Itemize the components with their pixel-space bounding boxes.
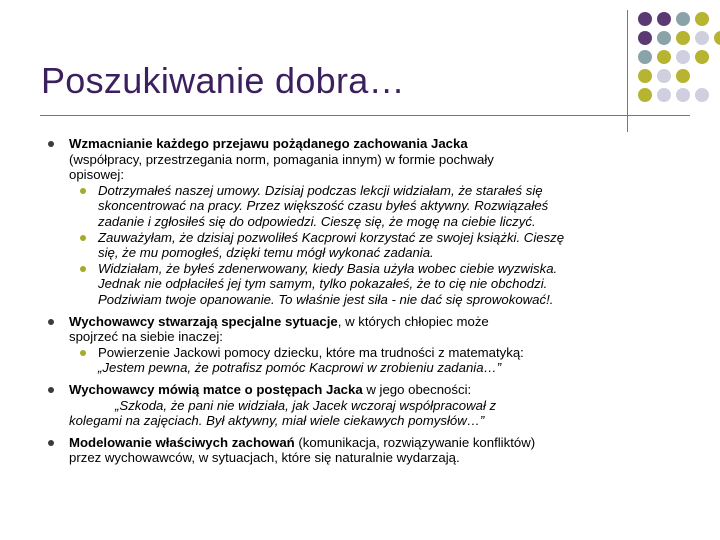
decor-dot [638, 69, 652, 83]
bullet-text: w jego obecności: [362, 381, 472, 397]
bullet-text: , w których chłopiec może [337, 313, 489, 329]
sub-bullet-line: Dotrzymałeś naszej umowy. Dzisiaj podczas lekcji widziałam, że starałeś się [98, 182, 543, 198]
sub-bullet-item [69, 261, 676, 308]
bullet-quote-line: „Szkoda, że pani nie widziała, jak Jacek wczoraj współpracował z [115, 397, 497, 413]
bullet-marker [48, 440, 54, 446]
sub-bullet-line: się, że mu pomogłeś, dzięki temu mógł wykonać zadania. [98, 245, 434, 261]
sub-bullet-line: Podziwiam twoje opanowanie. To właśnie jest siła - nie dać się sprowokować!. [98, 291, 554, 307]
decor-dot [657, 88, 671, 102]
slide-body [48, 136, 676, 466]
bullet-item [48, 314, 676, 376]
bullet-item [48, 136, 676, 308]
sub-bullet-item [69, 183, 676, 230]
title-underline [40, 115, 690, 116]
decor-dot [638, 31, 652, 45]
bullet-heading: Wychowawcy mówią matce o postępach Jacka [69, 381, 363, 397]
bullet-item [48, 435, 676, 466]
bullet-heading: Modelowanie właściwych zachowań [69, 434, 295, 450]
vertical-divider [627, 10, 628, 132]
decor-dot [638, 88, 652, 102]
decor-dot [695, 88, 709, 102]
decor-dot [657, 69, 671, 83]
sub-bullet-line: Widziałam, że byłeś zdenerwowany, kiedy Basia użyła wobec ciebie wyzwiska. [98, 260, 558, 276]
bullet-marker [48, 141, 54, 147]
decor-dot [657, 31, 671, 45]
sub-bullet-line: Jednak nie odpłaciłeś jej tym samym, tylko pokazałeś, że to cię nie obchodzi. [98, 276, 548, 292]
sub-bullet-line: zadanie i zgłosiłeś się do odpowiedzi. Cieszę się, że mogę na ciebie liczyć. [98, 213, 536, 229]
bullet-heading: Wychowawcy stwarzają specjalne sytuacje [69, 313, 338, 329]
sub-bullet-line: Powierzenie Jackowi pomocy dziecku, które ma trudności z matematyką: [98, 344, 524, 360]
sub-bullet-line: skoncentrować na pracy. Przez większość czasu byłeś aktywny. Rozwiązałeś [98, 198, 549, 214]
decor-dot [695, 12, 709, 26]
bullet-text-line: (współpracy, przestrzegania norm, pomagania innym) w formie pochwały [69, 151, 494, 167]
sub-bullet-marker [80, 188, 86, 194]
bullet-marker [48, 387, 54, 393]
sub-bullet-quote: „Jestem pewna, że potrafisz pomóc Kacprowi w zrobieniu zadania…” [98, 360, 502, 376]
decor-dot [695, 50, 709, 64]
bullet-text-line: opisowej: [69, 167, 124, 183]
decor-dot [695, 31, 709, 45]
bullet-heading: Wzmacnianie każdego przejawu pożądanego zachowania Jacka [69, 136, 468, 151]
bullet-text: (komunikacja, rozwiązywanie konfliktów) [294, 434, 536, 450]
sub-bullet-marker [80, 235, 86, 241]
decor-dot [676, 88, 690, 102]
sub-bullet-marker [80, 266, 86, 272]
bullet-item [48, 382, 676, 429]
decor-dot [676, 31, 690, 45]
bullet-quote-line: kolegami na zajęciach. Był aktywny, miał wiele ciekawych pomysłów…” [69, 413, 485, 429]
sub-bullet-item [69, 230, 676, 261]
decor-dot [676, 69, 690, 83]
decor-dot [638, 12, 652, 26]
decor-dot [657, 12, 671, 26]
sub-bullet-item [69, 345, 676, 376]
sub-bullet-line: Zauważyłam, że dzisiaj pozwoliłeś Kacprowi korzystać ze swojej książki. Cieszę [98, 229, 565, 245]
bullet-text-line: spojrzeć na siebie inaczej: [69, 329, 223, 345]
decor-dot [638, 50, 652, 64]
decor-dot [676, 50, 690, 64]
decor-dot [676, 12, 690, 26]
decor-dot [714, 31, 720, 45]
slide-title: Poszukiwanie dobra… [41, 60, 405, 101]
sub-bullet-marker [80, 350, 86, 356]
bullet-marker [48, 319, 54, 325]
decor-dot [657, 50, 671, 64]
bullet-text-line: przez wychowawców, w sytuacjach, które się naturalnie wydarzają. [69, 450, 460, 466]
